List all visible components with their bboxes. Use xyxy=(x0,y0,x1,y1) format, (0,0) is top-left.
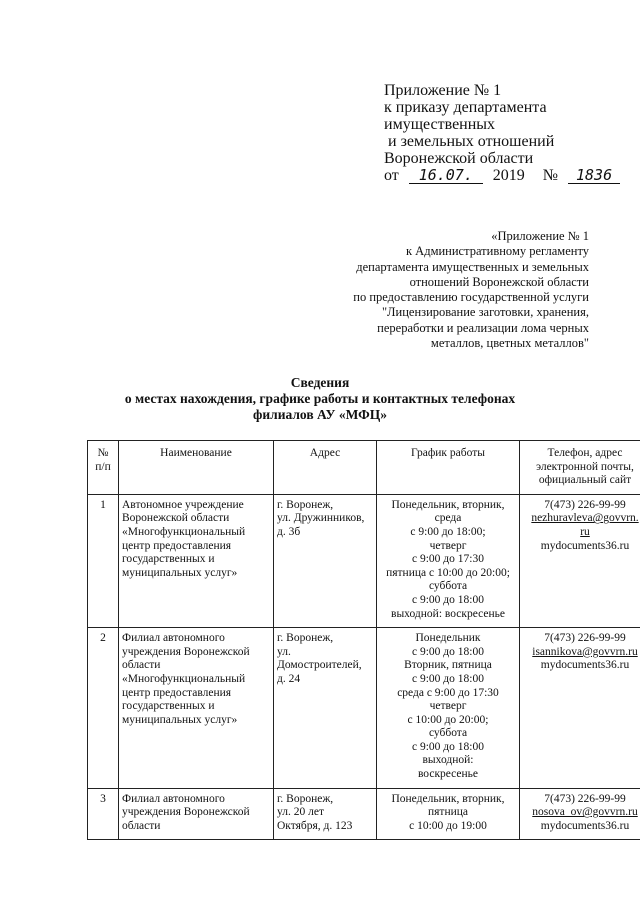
header-schedule: График работы xyxy=(377,441,520,495)
row-name: Автономное учреждение Воронежской области «Многофункциональный центр предоставления государственных и муниципальных услуг» xyxy=(119,494,274,627)
regulation-appendix-block xyxy=(353,229,589,351)
header-name: Наименование xyxy=(119,441,274,495)
order-appendix-title: Приложение № 1 xyxy=(384,82,502,99)
order-appendix-line: имущественных xyxy=(384,116,496,133)
contact-email-link[interactable]: nosova_ov@govvrn.ru xyxy=(532,806,638,819)
header-address: Адрес xyxy=(274,441,377,495)
order-appendix-block xyxy=(384,82,620,184)
table-row xyxy=(88,788,640,840)
row-schedule: Понедельник с 9:00 до 18:00 Вторник, пятница с 9:00 до 18:00 среда с 9:00 до 17:30 четверг с 10:00 до 20:00; суббота с 9:00 до 18:00 выходной: воскресенье xyxy=(377,628,520,789)
regulation-line: по предоставлению государственной услуги xyxy=(353,290,589,305)
regulation-line: «Приложение № 1 xyxy=(491,229,589,243)
number-prefix: № xyxy=(542,167,559,184)
regulation-line: металлов, цветных металлов" xyxy=(430,336,589,351)
row-name: Филиал автономного учреждения Воронежской области «Многофункциональный центр предоставления государственных и муниципальных услуг» xyxy=(119,628,274,789)
header-num: № п/п xyxy=(88,441,119,495)
contact-site: mydocuments36.ru xyxy=(540,659,630,672)
contact-site: mydocuments36.ru xyxy=(540,819,630,832)
regulation-line: к Административному регламенту xyxy=(405,244,589,259)
row-contact xyxy=(520,494,640,627)
row-name: Филиал автономного учреждения Воронежской области xyxy=(119,788,274,840)
row-contact xyxy=(520,788,640,840)
regulation-line: департамента имущественных и земельных xyxy=(356,259,589,274)
row-address: г. Воронеж, ул. Домостроителей, д. 24 xyxy=(274,628,377,789)
row-address: г. Воронеж, ул. Дружинников, д. 3б xyxy=(274,494,377,627)
table-row xyxy=(88,494,640,627)
regulation-line: переработки и реализации лома черных xyxy=(377,320,589,335)
row-num: 2 xyxy=(88,628,119,789)
order-year: 2019 xyxy=(492,167,525,184)
branches-table xyxy=(87,440,640,840)
order-date-filled: 16.07. xyxy=(409,167,483,184)
date-prefix: от xyxy=(384,167,399,184)
row-schedule: Понедельник, вторник, среда с 9:00 до 18:00; четверг с 9:00 до 17:30 пятница с 10:00 до 20:00; суббота с 9:00 до 18:00 выходной: воскресенье xyxy=(377,494,520,627)
table-header-row xyxy=(88,441,640,495)
title-line: Сведения xyxy=(290,375,350,390)
contact-phone: 7(473) 226-99-99 xyxy=(544,498,626,511)
row-num: 1 xyxy=(88,494,119,627)
row-contact xyxy=(520,628,640,789)
order-date-line xyxy=(384,167,620,184)
order-appendix-line: Воронежской области xyxy=(384,150,534,167)
order-appendix-line: к приказу департамента xyxy=(384,99,547,116)
table-row xyxy=(88,628,640,789)
order-appendix-line: и земельных отношений xyxy=(384,133,555,150)
document-title xyxy=(0,375,640,423)
row-num: 3 xyxy=(88,788,119,840)
order-number-filled: 1836 xyxy=(568,167,620,184)
row-address: г. Воронеж, ул. 20 лет Октября, д. 123 xyxy=(274,788,377,840)
contact-email-link[interactable]: isannikova@govvrn.ru xyxy=(532,645,638,658)
contact-email-link[interactable]: nezhuravleva@govvrn. xyxy=(531,512,639,525)
contact-phone: 7(473) 226-99-99 xyxy=(544,632,626,645)
contact-phone: 7(473) 226-99-99 xyxy=(544,792,626,805)
contact-site: mydocuments36.ru xyxy=(540,539,630,552)
regulation-line: отношений Воронежской области xyxy=(409,274,589,289)
title-line: о местах нахождения, графике работы и контактных телефонах xyxy=(124,391,516,406)
header-contact: Телефон, адрес электронной почты, официальный сайт xyxy=(520,441,640,495)
title-line: филиалов АУ «МФЦ» xyxy=(253,407,387,422)
row-schedule: Понедельник, вторник, пятница с 10:00 до 19:00 xyxy=(377,788,520,840)
regulation-line: "Лицензирование заготовки, хранения, xyxy=(381,305,589,320)
contact-email-link[interactable]: ru xyxy=(580,525,590,538)
